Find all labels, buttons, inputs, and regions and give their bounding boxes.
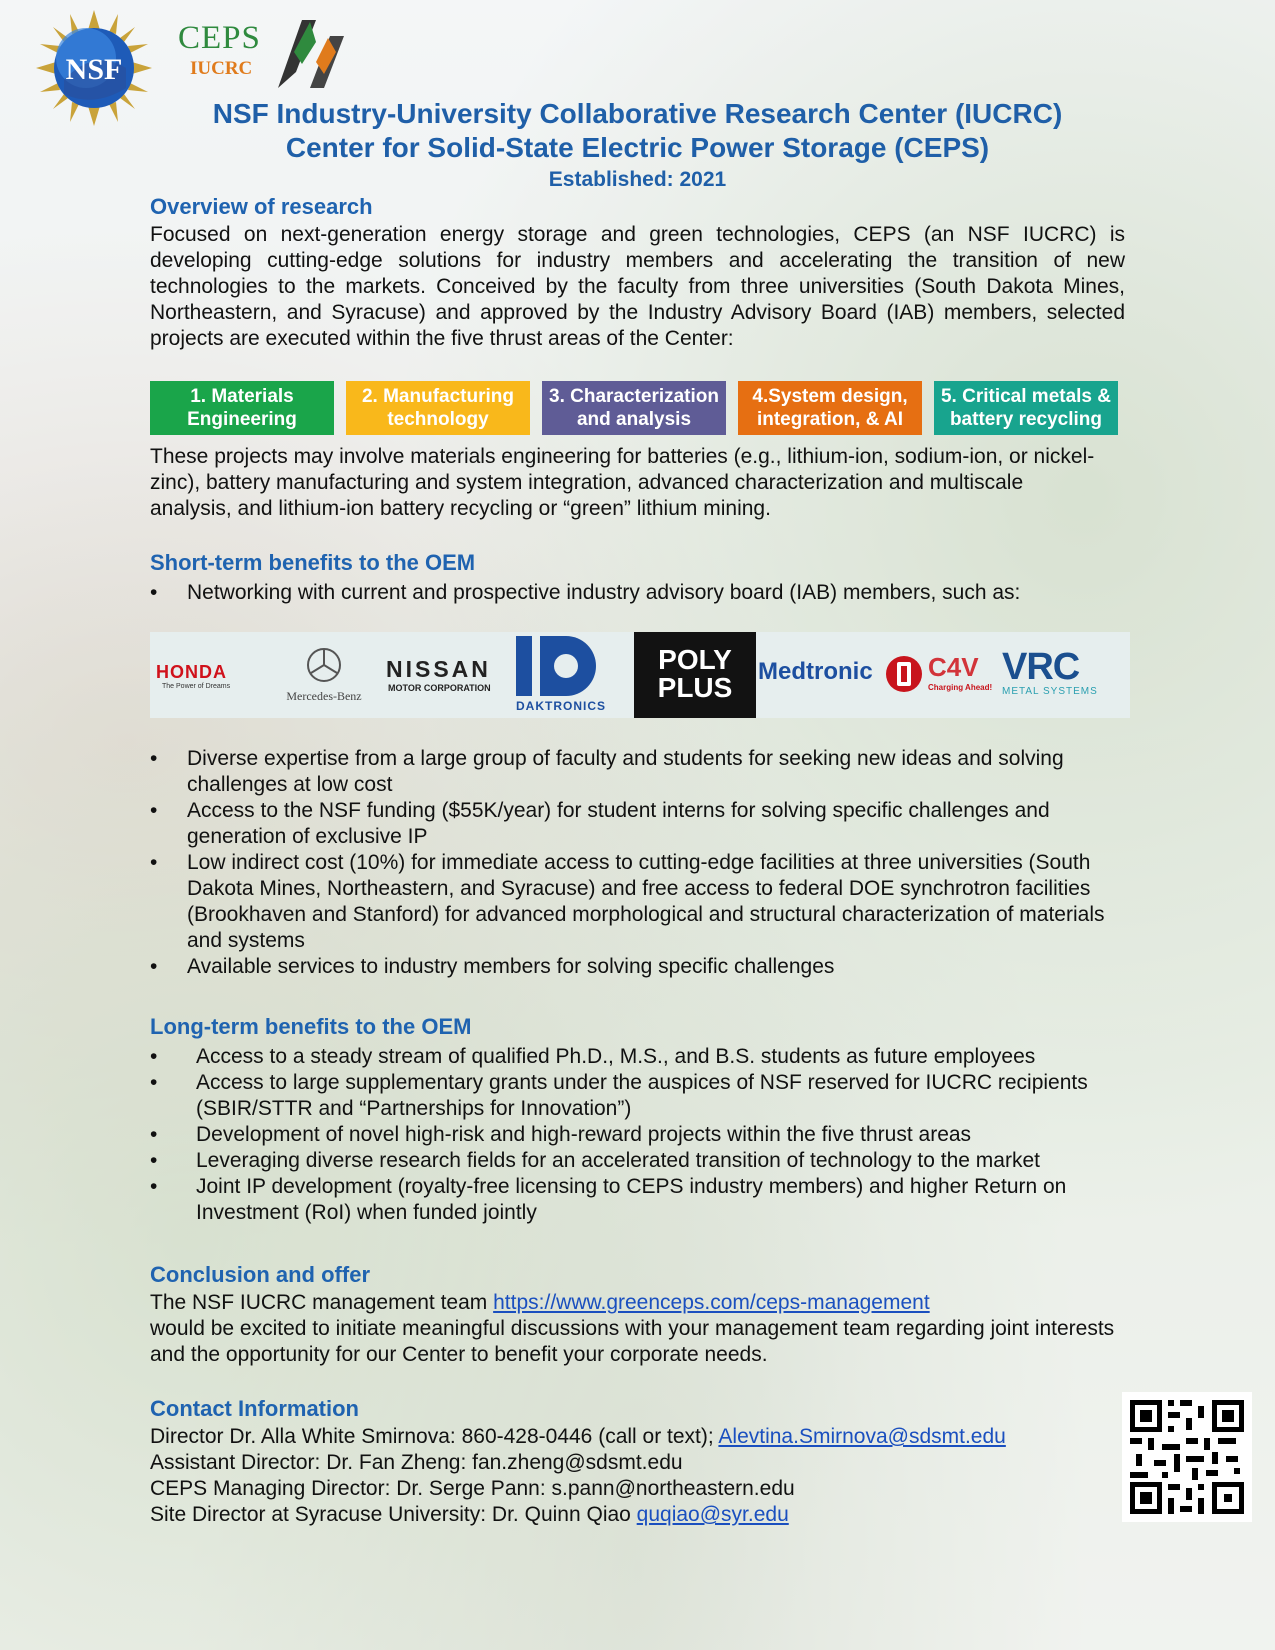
ceps-logo-text: CEPS	[178, 20, 261, 56]
long-term-heading: Long-term benefits to the OEM	[150, 1014, 472, 1039]
list-item: • Joint IP development (royalty-free licensing to CEPS industry members) and higher Return on Investment (RoI) when funded jointly	[150, 1175, 1067, 1224]
mercedes-logo: Mercedes-Benz	[274, 646, 374, 704]
ceps-iucrc-logo	[178, 12, 358, 92]
overview-body: Focused on next-generation energy storage and green technologies, CEPS (an NSF IUCRC) is developing cutting-edge solutions for industry members and accelerating the transition of new technologies to the markets. Conceived by the faculty from three universities (South Dakota Mines, Northeastern, and Syracuse) and approved by the Industry Advisory Board (IAB) members, selected projects are executed within the five thrust areas of the Center:	[150, 223, 1125, 350]
vrc-logo: VRC METAL SYSTEMS	[1002, 646, 1098, 697]
list-item: • Access to large supplementary grants under the auspices of NSF reserved for IUCRC recipients (SBIR/STTR and “Partnerships for Innovation”)	[150, 1071, 1088, 1120]
c4v-wordmark: C4V Charging Ahead!	[928, 652, 993, 692]
list-item: • Access to a steady stream of qualified Ph.D., M.S., and B.S. students as future employees	[150, 1045, 1036, 1068]
title-line-2: Center for Solid-State Electric Power Storage (CEPS)	[285, 132, 990, 163]
svg-text:NSF: NSF	[65, 53, 123, 86]
short-term-heading: Short-term benefits to the OEM	[150, 550, 476, 575]
nissan-logo: NISSAN MOTOR CORPORATION	[386, 656, 491, 693]
list-item: • Diverse expertise from a large group of faculty and students for seeking new ideas and solving challenges at low cost	[150, 747, 1064, 796]
projects-text: These projects may involve materials engineering for batteries (e.g., lithium-ion, sodium-ion, or nickel-zinc), battery manufacturing and system integration, advanced characterization and multiscale analysis, and lithium-ion battery recycling or “green” lithium mining.	[150, 445, 1095, 520]
thrust-manufacturing: 2. Manufacturing technology	[346, 381, 530, 435]
c4v-battery-icon	[884, 654, 924, 694]
ceps-bolt-icon	[266, 12, 358, 92]
assistant-director-contact: Assistant Director: Dr. Fan Zheng: fan.zheng@sdsmt.edu	[150, 1451, 683, 1474]
sponsor-logo-strip	[150, 632, 1130, 718]
long-term-benefits-list	[150, 1044, 1120, 1226]
contact-heading: Contact Information	[150, 1396, 359, 1421]
list-item: • Leveraging diverse research fields for an accelerated transition of technology to the market	[150, 1149, 1040, 1172]
thrust-critical-metals: 5. Critical metals & battery recycling	[934, 381, 1118, 435]
overview-heading: Overview of research	[150, 194, 373, 219]
director-contact: Director Dr. Alla White Smirnova: 860-428-0446 (call or text); Alevtina.Smirnova@sdsmt.edu	[150, 1425, 1006, 1448]
established-date: Established: 2021	[548, 168, 727, 191]
thrust-characterization: 3. Characterization and analysis	[542, 381, 726, 435]
list-item: • Available services to industry members for solving specific challenges	[150, 955, 835, 978]
thrust-system-design: 4.System design, integration, & AI	[738, 381, 922, 435]
list-item: • Access to the NSF funding ($55K/year) for student interns for solving specific challenges and generation of exclusive IP	[150, 799, 1050, 848]
site-director-contact: Site Director at Syracuse University: Dr. Quinn Qiao quqiao@syr.edu	[150, 1503, 789, 1526]
mercedes-star-icon	[305, 646, 343, 684]
title-line-1: NSF Industry-University Collaborative Research Center (IUCRC)	[212, 98, 1063, 129]
list-item: • Networking with current and prospective industry advisory board (IAB) members, such as:	[150, 581, 1021, 604]
iucrc-logo-text: IUCRC	[190, 58, 253, 79]
list-item: • Low indirect cost (10%) for immediate access to cutting-edge facilities at three universities (South Dakota Mines, Northeastern, and Syracuse) and free access to federal DOE synchrotron facilities (Brookhaven and Stanford) for advanced morphological and structural characterization of materials and systems	[150, 851, 1105, 952]
c4v-logo	[884, 654, 924, 699]
conclusion-body: The NSF IUCRC management team https://www.greenceps.com/ceps-management would be excited to initiate meaningful discussions with your management team regarding joint interests and the opportunity for our Center to benefit your corporate needs.	[150, 1291, 1115, 1366]
short-term-benefits-list	[150, 746, 1110, 980]
honda-logo: HONDA The Power of Dreams	[156, 662, 231, 690]
contact-details	[150, 1424, 1120, 1528]
medtronic-logo: Medtronic	[758, 658, 873, 685]
thrust-materials-engineering: 1. Materials Engineering	[150, 381, 334, 435]
thrust-areas	[150, 381, 1118, 435]
daktronics-logo: DAKTRONICS	[510, 636, 612, 713]
site-director-email-link[interactable]: quqiao@syr.edu	[636, 1503, 789, 1526]
conclusion-heading: Conclusion and offer	[150, 1262, 370, 1287]
managing-director-contact: CEPS Managing Director: Dr. Serge Pann: s.pann@northeastern.edu	[150, 1477, 795, 1500]
qr-code[interactable]	[1122, 1392, 1252, 1522]
daktronics-mark-icon	[516, 636, 606, 696]
list-item: • Development of novel high-risk and high-reward projects within the five thrust areas	[150, 1123, 972, 1146]
polyplus-logo: POLY PLUS	[634, 632, 756, 718]
director-email-link[interactable]: Alevtina.Smirnova@sdsmt.edu	[718, 1425, 1006, 1448]
ceps-management-link[interactable]: https://www.greenceps.com/ceps-management	[493, 1291, 930, 1314]
networking-list	[150, 580, 1110, 606]
